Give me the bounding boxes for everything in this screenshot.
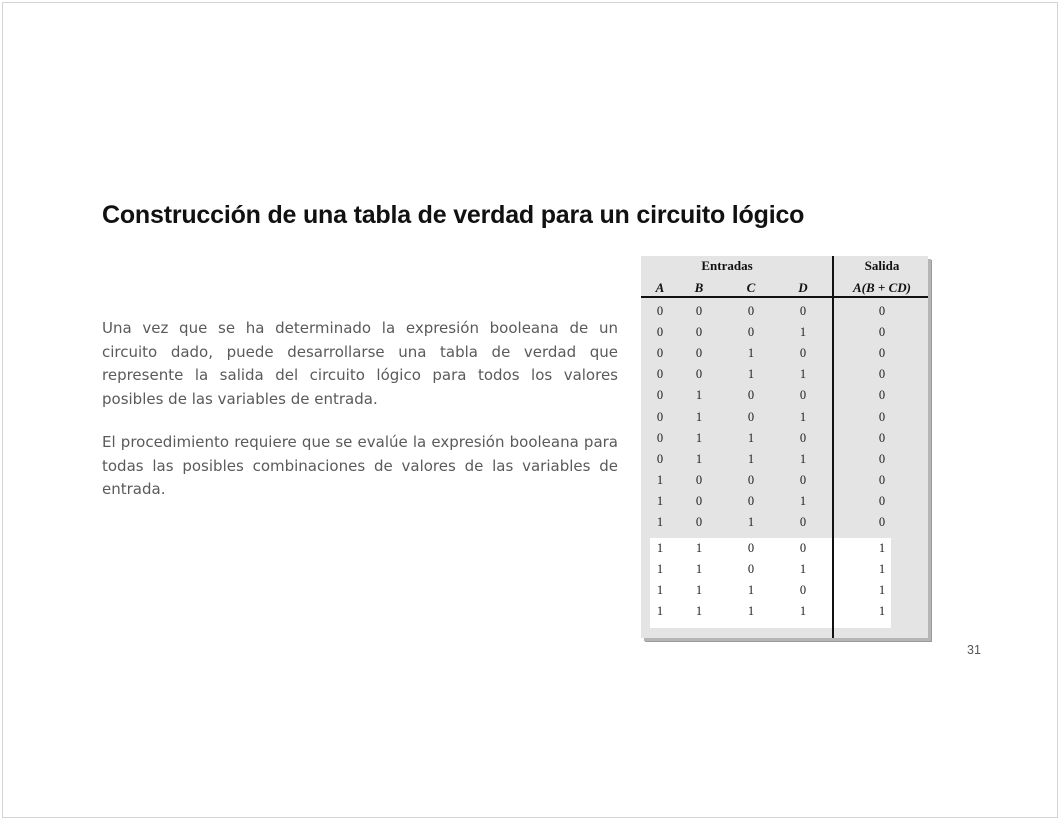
table-cell: 1 [747, 430, 755, 445]
table-divider-horizontal [641, 296, 928, 298]
table-cell: 1 [799, 451, 807, 466]
table-cell: 0 [656, 451, 664, 466]
table-cell: 1 [656, 604, 664, 619]
table-cell: 0 [747, 562, 755, 577]
truth-table [641, 256, 928, 638]
table-cell: 1 [656, 472, 664, 487]
table-cell: 1 [656, 583, 664, 598]
table-cell: 0 [695, 472, 703, 487]
table-cell: 0 [656, 430, 664, 445]
table-cell: 1 [747, 604, 755, 619]
table-cell: 0 [747, 541, 755, 555]
table-cell: 0 [799, 583, 807, 598]
table-cell: 0 [878, 388, 886, 403]
table-cell: 1 [656, 541, 664, 555]
table-cell: 0 [878, 367, 886, 382]
table-cell: 1 [878, 583, 886, 598]
table-cell: 1 [695, 430, 703, 445]
table-cell: 0 [747, 388, 755, 403]
table-cell: 0 [878, 451, 886, 466]
table-cell: 0 [747, 409, 755, 424]
table-cell: 0 [799, 515, 807, 529]
table-cell: 0 [695, 304, 703, 318]
table-cell: 0 [656, 325, 664, 340]
table-cell: 0 [747, 472, 755, 487]
slide [2, 2, 1058, 818]
table-cell: 1 [747, 451, 755, 466]
table-cell: 1 [695, 409, 703, 424]
table-cell: 0 [656, 304, 664, 318]
column-header-b: B [694, 280, 704, 295]
table-cell: 1 [656, 515, 664, 529]
table-cell: 1 [799, 604, 807, 619]
paragraph-1: Una vez que se ha determinado la expresión booleana de un circuito dado, puede desarrollarse una tabla de verdad que represente la salida del circuito lógico para todos los valores posibles de las variables de entrada. [102, 319, 618, 408]
table-cell: 1 [799, 493, 807, 508]
table-divider-vertical [832, 256, 834, 638]
table-cell: 1 [799, 325, 807, 340]
table-cell: 1 [747, 367, 755, 382]
paragraph-2: El procedimiento requiere que se evalúe la expresión booleana para todas las posibles combinaciones de valores de las variables de entrada. [102, 433, 618, 498]
table-cell: 1 [695, 541, 703, 555]
table-cell: 0 [656, 388, 664, 403]
table-cell: 0 [878, 430, 886, 445]
table-cell: 0 [878, 304, 886, 318]
table-cell: 0 [747, 325, 755, 340]
table-cell: 0 [656, 367, 664, 382]
slide-title: Construcción de una tabla de verdad para un circuito lógico [102, 201, 805, 229]
table-cell: 0 [656, 346, 664, 361]
header-inputs: Entradas [701, 258, 753, 273]
table-cell: 0 [799, 472, 807, 487]
table-cell: 0 [695, 515, 703, 529]
table-cell: 1 [799, 367, 807, 382]
slide-body [102, 317, 618, 522]
table-cell: 0 [799, 430, 807, 445]
table-cell: 0 [878, 409, 886, 424]
column-header-a: A [655, 280, 665, 295]
table-cell: 0 [656, 409, 664, 424]
table-cell: 0 [878, 346, 886, 361]
page-number: 31 [967, 643, 981, 657]
column-header-c: C [746, 280, 756, 295]
table-cell: 0 [747, 304, 755, 318]
table-cell: 0 [799, 388, 807, 403]
column-header-output: A(B + CD) [853, 280, 911, 295]
table-cell: 1 [878, 604, 886, 619]
table-cell: 1 [799, 409, 807, 424]
table-cell: 1 [695, 388, 703, 403]
table-cell: 0 [878, 325, 886, 340]
table-cell: 1 [695, 451, 703, 466]
table-cell: 1 [747, 515, 755, 529]
highlight-block [650, 538, 891, 628]
table-cell: 0 [799, 304, 807, 318]
table-cell: 0 [695, 346, 703, 361]
table-cell: 1 [747, 583, 755, 598]
table-cell: 1 [878, 562, 886, 577]
table-cell: 1 [878, 541, 886, 555]
table-cell: 0 [799, 541, 807, 555]
table-cell: 0 [747, 493, 755, 508]
table-cell: 0 [695, 493, 703, 508]
table-cell: 1 [799, 562, 807, 577]
table-cell: 1 [695, 604, 703, 619]
column-header-d: D [798, 280, 808, 295]
table-cell: 0 [878, 515, 886, 529]
table-cell: 1 [656, 562, 664, 577]
table-cell: 1 [695, 562, 703, 577]
header-output: Salida [864, 258, 900, 273]
table-cell: 1 [747, 346, 755, 361]
table-cell: 1 [695, 583, 703, 598]
table-cell: 0 [799, 346, 807, 361]
table-cell: 0 [878, 493, 886, 508]
table-cell: 1 [656, 493, 664, 508]
table-cell: 0 [878, 472, 886, 487]
table-cell: 0 [695, 325, 703, 340]
table-cell: 0 [695, 367, 703, 382]
